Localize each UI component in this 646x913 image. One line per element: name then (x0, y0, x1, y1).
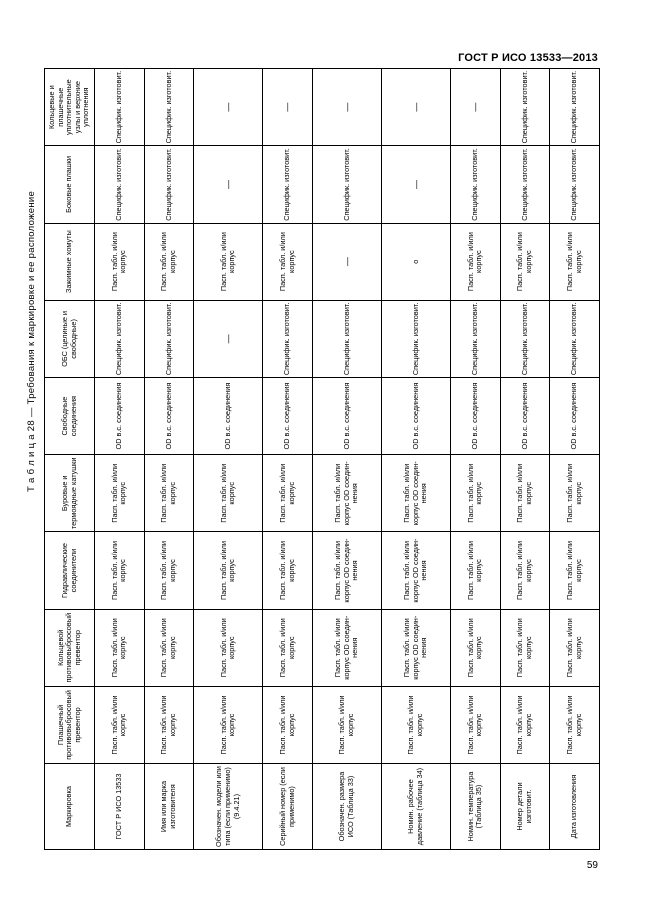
column-header-seals: Кольцевые и плашечные уплотнительные узлы и верхние уплотнения (45, 69, 95, 146)
cell: Специфик. изготовит. (263, 300, 313, 377)
cell: Пасп. табл. и/или корпус (450, 686, 500, 763)
cell: Пасп. табл. и/или корпус ОD соедин-нения (313, 609, 382, 686)
requirements-table (44, 68, 600, 850)
column-header-ram-bop: Плашечный противовыбросовый превентор (45, 686, 95, 763)
cell: Пасп. табл. и/или корпус ОD соедин-нения (381, 532, 450, 609)
cell: Пасп. табл. и/или корпус (313, 686, 382, 763)
cell: ОD в.с. соединения (500, 377, 550, 454)
cell: Пасп. табл. и/или корпус (550, 455, 600, 532)
table-container (44, 68, 600, 850)
cell: Пасп. табл. и/или корпус (144, 532, 194, 609)
cell: ОD в.с. соединения (263, 377, 313, 454)
cell: — (381, 146, 450, 223)
row-label: Обозначен. модели или типа (если применимо) (9.4.21) (194, 764, 263, 850)
cell: Пасп. табл. и/или корпус (95, 223, 145, 300)
column-header-loose-connections: Свободные соединения (45, 377, 95, 454)
cell: о (381, 223, 450, 300)
cell: Пасп. табл. и/или корпус (450, 532, 500, 609)
cell: Пасп. табл. и/или корпус (381, 686, 450, 763)
cell: Специфик. изготовит. (313, 300, 382, 377)
cell: Специфик. изготовит. (450, 146, 500, 223)
cell: Пасп. табл. и/или корпус (144, 455, 194, 532)
cell: — (450, 69, 500, 146)
table-row (194, 69, 263, 850)
cell: Специфик. изготовит. (500, 69, 550, 146)
cell: Специфик. изготовит. (263, 146, 313, 223)
column-header-hydraulic-connectors: Гидравлические соединители (45, 532, 95, 609)
cell: Специфик. изготовит. (95, 69, 145, 146)
cell: Пасп. табл. и/или корпус (144, 686, 194, 763)
column-header-obs: ОБС (целиные и свободные) (45, 300, 95, 377)
cell: Пасп. табл. и/или корпус (500, 223, 550, 300)
cell: Пасп. табл. и/или корпус (194, 455, 263, 532)
column-header-side-rams: Боковые плашки (45, 146, 95, 223)
row-label: Номер детали изготовит. (500, 764, 550, 850)
column-header-clamps: Зажимные хомуты (45, 223, 95, 300)
cell: — (194, 69, 263, 146)
table-row (313, 69, 382, 850)
cell: Пасп. табл. и/или корпус (263, 223, 313, 300)
column-header-drilling-spools: Буровые и термоядные катушки (45, 455, 95, 532)
cell: Пасп. табл. и/или корпус ОD соедин-нения (313, 455, 382, 532)
cell: Пасп. табл. и/или корпус (95, 455, 145, 532)
cell: Пасп. табл. и/или корпус (194, 686, 263, 763)
cell: Пасп. табл. и/или корпус (194, 532, 263, 609)
cell: Пасп. табл. и/или корпус (500, 532, 550, 609)
page-number: 59 (586, 860, 598, 871)
cell: Специфик. изготовит. (500, 146, 550, 223)
cell: Специфик. изготовит. (550, 300, 600, 377)
cell: Пасп. табл. и/или корпус (95, 609, 145, 686)
cell: Специфик. изготовит. (500, 300, 550, 377)
cell: — (313, 223, 382, 300)
table-row (95, 69, 145, 850)
table-body (95, 69, 600, 850)
standard-header: ГОСТ Р ИСО 13533—2013 (458, 52, 598, 64)
cell: Специфик. изготовит. (144, 300, 194, 377)
row-label: Номин. температура (Таблица 35) (450, 764, 500, 850)
cell: — (313, 69, 382, 146)
cell: Пасп. табл. и/или корпус (450, 609, 500, 686)
cell: Пасп. табл. и/или корпус (550, 532, 600, 609)
cell: Специфик. изготовит. (550, 69, 600, 146)
cell: Специфик. изготовит. (450, 300, 500, 377)
row-label: Имя или марка изготовителя (144, 764, 194, 850)
cell: ОD в.с. соединения (550, 377, 600, 454)
cell: ОD в.с. соединения (313, 377, 382, 454)
column-header-annular-bop: Кольцевой противовыбросовый превентор (45, 609, 95, 686)
column-header-marking: Маркировка (45, 764, 95, 850)
table-row (500, 69, 550, 850)
cell: Пасп. табл. и/или корпус ОD соедин-нения (381, 455, 450, 532)
table-header-row (45, 69, 95, 850)
cell: Специфик. изготовит. (381, 300, 450, 377)
row-label: Обозначен. размера ИСО (Таблица 33) (313, 764, 382, 850)
cell: Пасп. табл. и/или корпус (450, 223, 500, 300)
cell: Пасп. табл. и/или корпус (550, 609, 600, 686)
cell: Пасп. табл. и/или корпус (550, 686, 600, 763)
cell: Пасп. табл. и/или корпус ОD соедин-нения (381, 609, 450, 686)
row-label: Дата изготовления (550, 764, 600, 850)
cell: Пасп. табл. и/или корпус (500, 686, 550, 763)
cell: — (381, 69, 450, 146)
cell: Пасп. табл. и/или корпус ОD соедин-нения (313, 532, 382, 609)
row-label: Серийный номер (если применимо) (263, 764, 313, 850)
cell: Пасп. табл. и/или корпус (194, 609, 263, 686)
cell: ОD в.с. соединения (381, 377, 450, 454)
cell: Пасп. табл. и/или корпус (144, 609, 194, 686)
table-row (550, 69, 600, 850)
table-row (381, 69, 450, 850)
cell: Специфик. изготовит. (144, 146, 194, 223)
cell: Пасп. табл. и/или корпус (263, 532, 313, 609)
cell: Специфик. изготовит. (144, 69, 194, 146)
cell: ОD в.с. соединения (144, 377, 194, 454)
cell: ОD в.с. соединения (194, 377, 263, 454)
cell: Пасп. табл. и/или корпус (95, 532, 145, 609)
table-header (45, 69, 95, 850)
table-row (263, 69, 313, 850)
cell: Пасп. табл. и/или корпус (95, 686, 145, 763)
cell: Пасп. табл. и/или корпус (550, 223, 600, 300)
cell: Пасп. табл. и/или корпус (194, 223, 263, 300)
cell: — (263, 69, 313, 146)
cell: Пасп. табл. и/или корпус (263, 455, 313, 532)
cell: Пасп. табл. и/или корпус (500, 455, 550, 532)
cell: ОD в.с. соединения (450, 377, 500, 454)
cell: Пасп. табл. и/или корпус (450, 455, 500, 532)
cell: Пасп. табл. и/или корпус (144, 223, 194, 300)
cell: Пасп. табл. и/или корпус (500, 609, 550, 686)
cell: — (194, 300, 263, 377)
cell: Специфик. изготовит. (313, 146, 382, 223)
table-row (450, 69, 500, 850)
cell: Специфик. изготовит. (95, 300, 145, 377)
cell: ОD в.с. соединения (95, 377, 145, 454)
table-caption: Т а б л и ц а 28 — Требования к маркировке и ее расположение (26, 190, 37, 492)
row-label: Номин. рабочее давление (таблица 34) (381, 764, 450, 850)
table-row (144, 69, 194, 850)
cell: Специфик. изготовит. (550, 146, 600, 223)
cell: Пасп. табл. и/или корпус (263, 609, 313, 686)
cell: Специфик. изготовит. (95, 146, 145, 223)
cell: Пасп. табл. и/или корпус (263, 686, 313, 763)
cell: — (194, 146, 263, 223)
row-label: ГОСТ Р ИСО 13533 (95, 764, 145, 850)
